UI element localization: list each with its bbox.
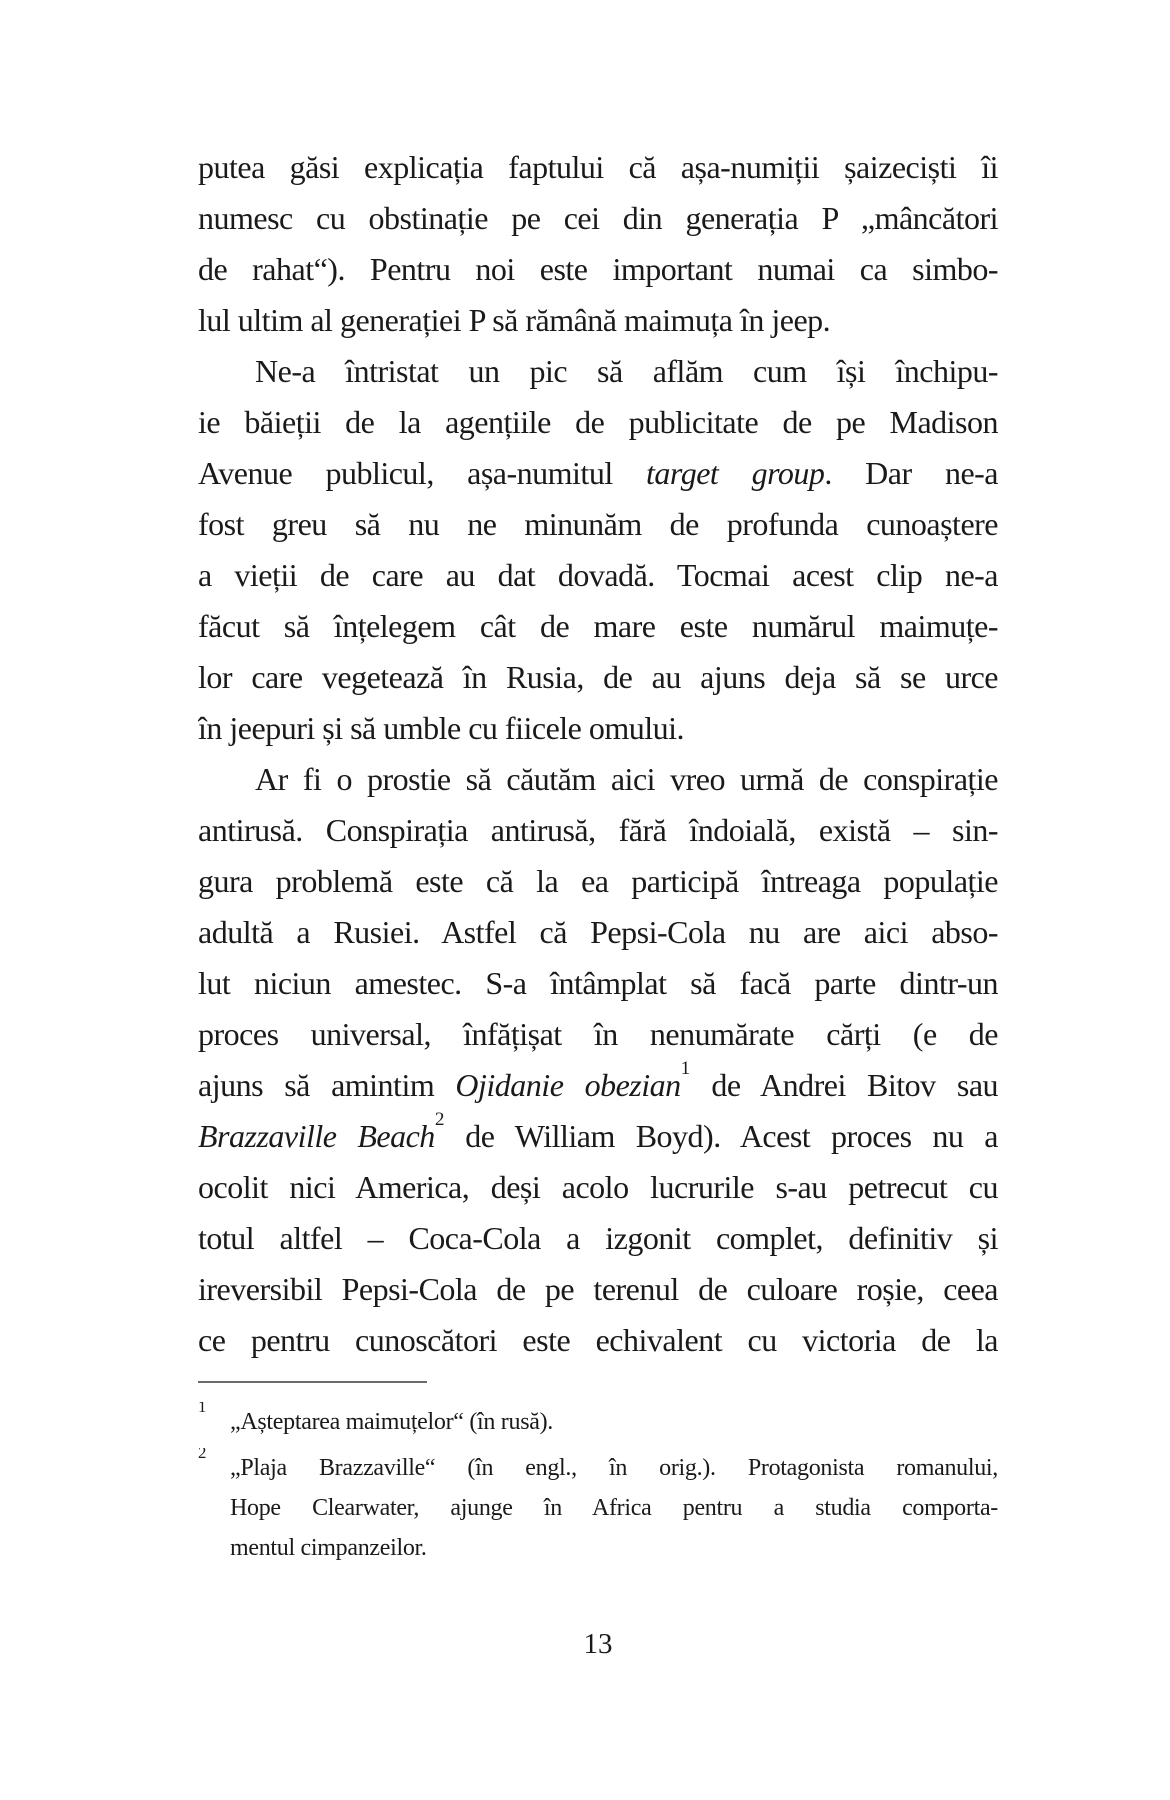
text-line: antirusă. Conspirația antirusă, fără îndoială, există – sin- [198, 812, 998, 848]
text-line: de rahat“). Pentru noi este important numai ca simbo- [198, 251, 998, 287]
text-segment: de Andrei Bitov sau [690, 1067, 998, 1103]
text-line: lor care vegetează în Rusia, de au ajuns deja să se urce [198, 659, 998, 695]
footnote-line: mentul cimpanzeilor. [230, 1535, 427, 1561]
text-line: ie băieții de la agențiile de publicitate de pe Madison [198, 404, 998, 440]
text-line: a vieții de care au dat dovadă. Tocmai acest clip ne-a [198, 557, 998, 593]
footnote-text: „Plaja Brazzaville“ (în engl., în orig.). Protagonista romanului, [230, 1455, 998, 1481]
footnote-ref-1: 1 [680, 1060, 691, 1079]
text-line: putea găsi explicația faptului că așa-numiții șaizeciști îi [198, 149, 998, 185]
text-line: gura problemă este că la ea participă întreaga populație [198, 863, 998, 899]
text-line: proces universal, înfățișat în nenumărate cărți (e de [198, 1016, 998, 1052]
paragraph-2 [198, 346, 998, 754]
text-line [198, 1060, 998, 1111]
text-segment: . Dar ne-a [824, 455, 998, 491]
footnotes-block [198, 1402, 998, 1568]
footnote-2 [198, 1448, 998, 1568]
text-line: Ar fi o prostie să căutăm aici vreo urmă de conspirație [255, 761, 998, 797]
footnote-ref-2: 2 [434, 1111, 445, 1130]
text-line [198, 1111, 998, 1162]
text-line: lul ultim al generației P să rămână maimuța în jeep. [198, 302, 831, 338]
footnote-separator [198, 1381, 427, 1383]
text-line: Ne-a întristat un pic să aflăm cum își închipu- [255, 353, 998, 389]
text-segment: de William Boyd). Acest proces nu a [444, 1118, 998, 1154]
paragraph-1 [198, 142, 998, 346]
text-line: fost greu să nu ne minunăm de profunda cunoaștere [198, 506, 998, 542]
text-line: făcut să înțelegem cât de mare este numărul maimuțe- [198, 608, 998, 644]
text-line: ireversibil Pepsi-Cola de pe terenul de culoare roșie, ceea [198, 1271, 998, 1307]
footnote-text: „Așteptarea maimuțelor“ (în rusă). [230, 1409, 553, 1435]
text-line: în jeepuri și să umble cu fiicele omului. [198, 710, 685, 746]
page-number: 13 [583, 1628, 613, 1660]
text-line: totul altfel – Coca-Cola a izgonit complet, definitiv și [198, 1220, 998, 1256]
text-line: ce pentru cunoscători este echivalent cu victoria de la [198, 1322, 998, 1358]
footnote-line: $^2$„Plaja Brazzaville“ (în engl., în orig.). Protagonista romanului, [198, 1448, 998, 1481]
footnote-line: $^1$„Așteptarea maimuțelor“ (în rusă). [198, 1402, 553, 1435]
text-line: numesc cu obstinație pe cei din generația P „mâncători [198, 200, 998, 236]
italic-term: target group [646, 455, 825, 491]
text-line [198, 448, 998, 499]
book-title-italic: Ojidanie obezian [455, 1067, 681, 1103]
text-line: adultă a Rusiei. Astfel că Pepsi-Cola nu are aici abso- [198, 914, 998, 950]
paragraph-3 [198, 754, 998, 1366]
text-segment: ajuns să amintim [198, 1067, 456, 1103]
text-line: ocolit nici America, deși acolo lucrurile s-au petrecut cu [198, 1169, 998, 1205]
footnote-line: Hope Clearwater, ajunge în Africa pentru a studia comporta- [230, 1495, 998, 1521]
text-segment: Avenue publicul, așa-numitul [198, 455, 647, 491]
text-line: lut niciun amestec. S-a întâmplat să facă parte dintr-un [198, 965, 998, 1001]
body-text [198, 142, 998, 1366]
book-title-italic: Brazzaville Beach [198, 1118, 435, 1154]
footnote-1 [198, 1402, 998, 1442]
